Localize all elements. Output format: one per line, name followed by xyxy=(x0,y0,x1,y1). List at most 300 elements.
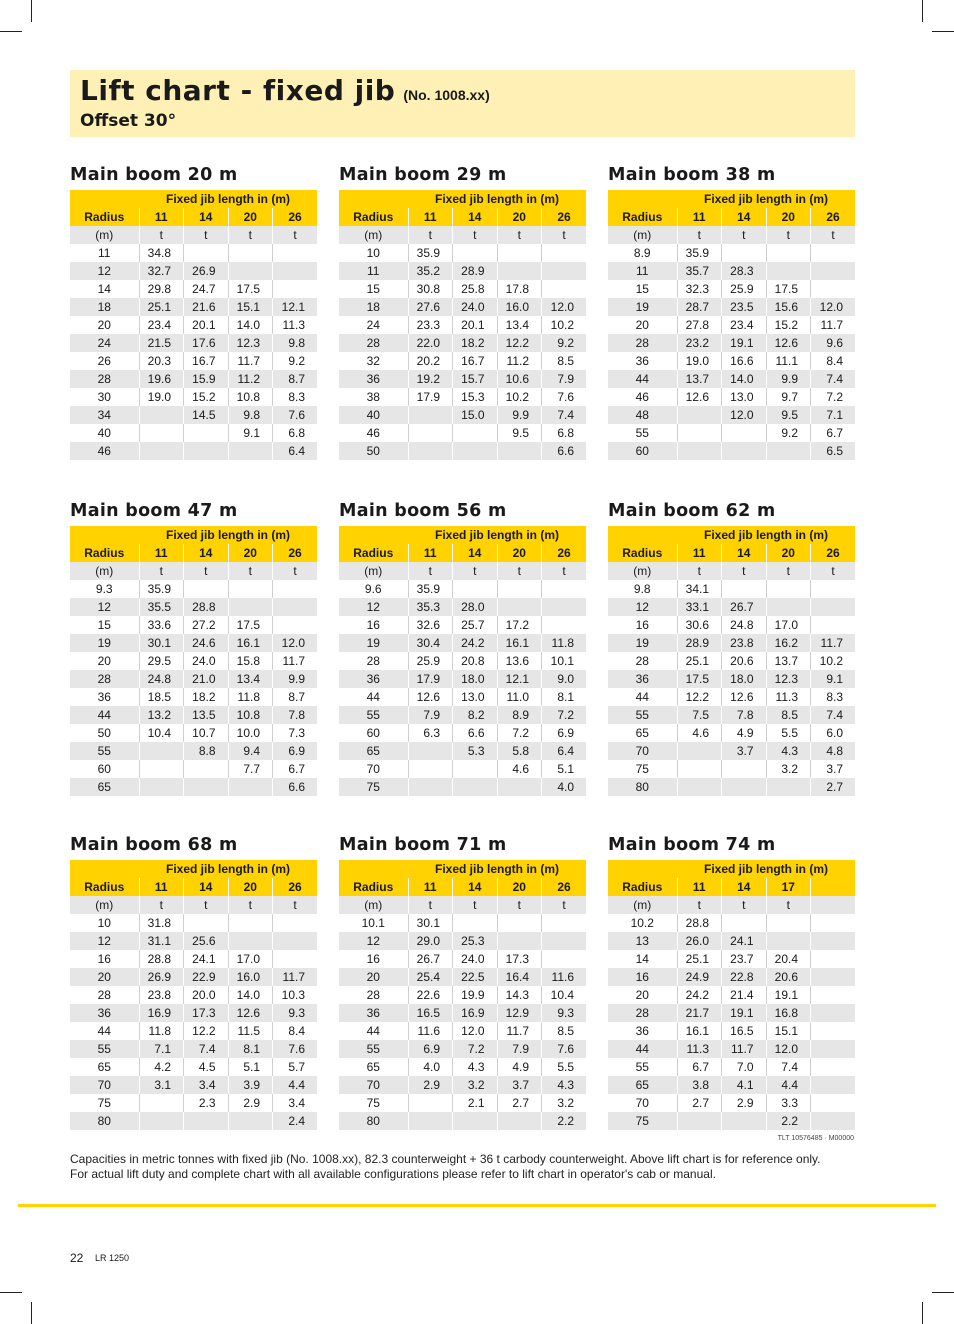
capacity-cell: 3.7 xyxy=(722,742,767,760)
jib-length-header: 11 xyxy=(677,878,722,896)
capacity-cell: 34.1 xyxy=(677,580,722,598)
capacity-cell: 35.3 xyxy=(408,598,453,616)
radius-cell: 44 xyxy=(339,688,408,706)
capacity-cell: 4.0 xyxy=(542,778,587,796)
radius-cell: 15 xyxy=(608,280,677,298)
capacity-cell xyxy=(766,932,811,950)
capacity-cell: 7.2 xyxy=(542,706,587,724)
capacity-cell: 12.6 xyxy=(766,334,811,352)
capacity-cell: 26.9 xyxy=(184,262,229,280)
radius-cell: 55 xyxy=(608,706,677,724)
capacity-cell: 7.4 xyxy=(811,706,856,724)
jib-length-header: 26 xyxy=(542,878,587,896)
radius-cell: 19 xyxy=(339,634,408,652)
units-row xyxy=(70,562,317,580)
capacity-cell xyxy=(408,778,453,796)
capacity-cell: 12.2 xyxy=(677,688,722,706)
table-row xyxy=(70,760,317,778)
capacity-cell xyxy=(273,580,318,598)
radius-cell: 11 xyxy=(339,262,408,280)
capacity-cell: 28.9 xyxy=(677,634,722,652)
capacity-cell xyxy=(811,986,856,1004)
capacity-cell: 11.7 xyxy=(273,652,318,670)
capacity-cell: 23.4 xyxy=(722,316,767,334)
capacity-cell: 7.6 xyxy=(273,1040,318,1058)
crop-mark xyxy=(922,0,923,22)
header-spacer xyxy=(70,190,139,208)
table-row xyxy=(339,932,586,950)
load-unit: t xyxy=(273,226,318,244)
capacity-cell: 23.7 xyxy=(722,950,767,968)
capacity-cell: 10.4 xyxy=(542,986,587,1004)
lift-table xyxy=(339,526,586,796)
table-header-row xyxy=(339,860,586,878)
load-unit: t xyxy=(228,562,273,580)
capacity-cell: 8.5 xyxy=(766,706,811,724)
capacity-cell: 7.4 xyxy=(542,406,587,424)
table-row xyxy=(70,688,317,706)
capacity-cell xyxy=(408,742,453,760)
units-row xyxy=(70,896,317,914)
capacity-cell: 7.3 xyxy=(273,724,318,742)
capacity-cell: 15.3 xyxy=(453,388,498,406)
capacity-cell xyxy=(542,280,587,298)
lift-table-block xyxy=(608,160,855,460)
capacity-cell: 5.1 xyxy=(228,1058,273,1076)
header-spacer xyxy=(339,526,408,544)
capacity-cell: 6.7 xyxy=(677,1058,722,1076)
jib-length-header: 26 xyxy=(273,878,318,896)
capacity-cell xyxy=(542,616,587,634)
title-main: Lift chart - fixed jib xyxy=(80,74,396,107)
capacity-cell: 30.8 xyxy=(408,280,453,298)
capacity-cell: 24.0 xyxy=(453,950,498,968)
table-header-row xyxy=(70,544,317,562)
capacity-cell: 20.0 xyxy=(184,986,229,1004)
load-unit xyxy=(811,896,856,914)
capacity-cell xyxy=(677,442,722,460)
capacity-cell: 30.1 xyxy=(408,914,453,932)
table-row xyxy=(70,424,317,442)
jib-length-group-header: Fixed jib length in (m) xyxy=(408,526,586,544)
capacity-cell: 6.4 xyxy=(273,442,318,460)
radius-cell: 8.9 xyxy=(608,244,677,262)
capacity-cell: 35.9 xyxy=(139,580,184,598)
jib-length-header: 14 xyxy=(453,878,498,896)
crop-mark xyxy=(0,31,22,32)
table-row xyxy=(339,634,586,652)
page-subtitle: Offset 30° xyxy=(80,111,177,131)
table-title: Main boom 71 m xyxy=(339,835,507,855)
radius-cell: 55 xyxy=(70,1040,139,1058)
capacity-cell: 20.8 xyxy=(453,652,498,670)
capacity-cell xyxy=(228,1112,273,1130)
capacity-cell xyxy=(811,244,856,262)
capacity-cell: 9.8 xyxy=(228,406,273,424)
capacity-cell xyxy=(184,778,229,796)
capacity-cell: 9.1 xyxy=(228,424,273,442)
radius-cell: 70 xyxy=(608,742,677,760)
jib-length-group-header: Fixed jib length in (m) xyxy=(408,860,586,878)
capacity-cell: 2.7 xyxy=(497,1094,542,1112)
capacity-cell: 25.7 xyxy=(453,616,498,634)
table-row xyxy=(70,442,317,460)
capacity-cell: 12.1 xyxy=(497,670,542,688)
capacity-cell: 15.7 xyxy=(453,370,498,388)
jib-length-header: 11 xyxy=(139,544,184,562)
capacity-cell xyxy=(497,580,542,598)
capacity-cell: 23.5 xyxy=(722,298,767,316)
capacity-cell: 32.6 xyxy=(408,616,453,634)
jib-length-header: 14 xyxy=(453,544,498,562)
capacity-cell: 19.1 xyxy=(766,986,811,1004)
table-row xyxy=(608,616,855,634)
capacity-cell: 6.9 xyxy=(542,724,587,742)
capacity-cell: 8.7 xyxy=(273,688,318,706)
table-row xyxy=(70,316,317,334)
jib-length-header: 14 xyxy=(184,878,229,896)
table-row xyxy=(70,244,317,262)
radius-cell: 38 xyxy=(339,388,408,406)
capacity-cell: 29.5 xyxy=(139,652,184,670)
capacity-cell xyxy=(184,442,229,460)
capacity-cell xyxy=(497,262,542,280)
jib-length-group-header: Fixed jib length in (m) xyxy=(139,860,317,878)
capacity-cell: 8.4 xyxy=(273,1022,318,1040)
table-row xyxy=(70,280,317,298)
capacity-cell: 11.3 xyxy=(677,1040,722,1058)
radius-cell: 46 xyxy=(70,442,139,460)
capacity-cell xyxy=(766,778,811,796)
capacity-cell: 20.1 xyxy=(184,316,229,334)
table-row xyxy=(70,352,317,370)
capacity-cell: 23.4 xyxy=(139,316,184,334)
capacity-cell xyxy=(408,760,453,778)
capacity-cell: 14.5 xyxy=(184,406,229,424)
capacity-cell: 17.6 xyxy=(184,334,229,352)
capacity-cell: 10.2 xyxy=(811,652,856,670)
table-row xyxy=(339,244,586,262)
capacity-cell: 20.6 xyxy=(766,968,811,986)
capacity-cell: 13.6 xyxy=(497,652,542,670)
capacity-cell: 19.6 xyxy=(139,370,184,388)
capacity-cell: 17.3 xyxy=(184,1004,229,1022)
table-row xyxy=(70,634,317,652)
capacity-cell: 7.1 xyxy=(139,1040,184,1058)
table-row xyxy=(608,598,855,616)
capacity-cell xyxy=(677,742,722,760)
lift-table-block xyxy=(608,830,855,1130)
load-unit: t xyxy=(228,226,273,244)
capacity-cell: 3.2 xyxy=(453,1076,498,1094)
radius-cell: 10 xyxy=(70,914,139,932)
table-header-row xyxy=(339,544,586,562)
table-row xyxy=(339,742,586,760)
radius-cell: 44 xyxy=(608,1040,677,1058)
radius-cell: 70 xyxy=(70,1076,139,1094)
capacity-cell: 4.6 xyxy=(677,724,722,742)
capacity-cell: 12.0 xyxy=(273,634,318,652)
radius-cell: 60 xyxy=(70,760,139,778)
capacity-cell: 24.1 xyxy=(184,950,229,968)
capacity-cell: 20.6 xyxy=(722,652,767,670)
capacity-cell: 24.8 xyxy=(722,616,767,634)
header-spacer xyxy=(608,860,677,878)
capacity-cell: 24.8 xyxy=(139,670,184,688)
capacity-cell: 12.3 xyxy=(228,334,273,352)
table-row xyxy=(70,580,317,598)
table-row xyxy=(339,442,586,460)
radius-cell: 36 xyxy=(339,1004,408,1022)
radius-cell: 36 xyxy=(608,1022,677,1040)
capacity-cell: 9.4 xyxy=(228,742,273,760)
capacity-cell xyxy=(184,580,229,598)
jib-length-header: 26 xyxy=(542,208,587,226)
radius-cell: 12 xyxy=(70,932,139,950)
capacity-cell xyxy=(497,914,542,932)
radius-unit: (m) xyxy=(70,226,139,244)
radius-cell: 13 xyxy=(608,932,677,950)
capacity-cell: 25.9 xyxy=(722,280,767,298)
jib-length-header: 11 xyxy=(408,208,453,226)
capacity-cell xyxy=(766,442,811,460)
lift-table-block xyxy=(70,830,317,1130)
table-row xyxy=(608,634,855,652)
capacity-cell: 8.7 xyxy=(273,370,318,388)
lift-table xyxy=(70,190,317,460)
jib-length-group-header: Fixed jib length in (m) xyxy=(408,190,586,208)
capacity-cell: 14.0 xyxy=(228,316,273,334)
capacity-cell xyxy=(408,442,453,460)
header-spacer xyxy=(339,860,408,878)
capacity-cell xyxy=(811,598,856,616)
table-row xyxy=(339,986,586,1004)
load-unit: t xyxy=(497,562,542,580)
capacity-cell: 7.2 xyxy=(453,1040,498,1058)
capacity-cell: 9.2 xyxy=(542,334,587,352)
jib-length-header: 11 xyxy=(408,878,453,896)
load-unit: t xyxy=(453,226,498,244)
capacity-cell: 26.9 xyxy=(139,968,184,986)
table-row xyxy=(339,652,586,670)
capacity-cell xyxy=(542,932,587,950)
capacity-cell: 20.1 xyxy=(453,316,498,334)
capacity-cell: 9.7 xyxy=(766,388,811,406)
radius-cell: 12 xyxy=(339,598,408,616)
radius-cell: 12 xyxy=(70,598,139,616)
table-row xyxy=(608,760,855,778)
load-unit: t xyxy=(811,226,856,244)
capacity-cell: 17.5 xyxy=(228,616,273,634)
jib-length-header: 17 xyxy=(766,878,811,896)
capacity-cell: 6.6 xyxy=(542,442,587,460)
capacity-cell xyxy=(453,1112,498,1130)
table-row xyxy=(70,616,317,634)
capacity-cell: 13.0 xyxy=(453,688,498,706)
units-row xyxy=(70,226,317,244)
capacity-cell: 20.2 xyxy=(408,352,453,370)
table-row xyxy=(339,760,586,778)
radius-cell: 20 xyxy=(70,968,139,986)
jib-length-header: 20 xyxy=(228,544,273,562)
capacity-cell: 17.8 xyxy=(497,280,542,298)
table-row xyxy=(70,1094,317,1112)
radius-cell: 50 xyxy=(70,724,139,742)
capacity-cell: 4.5 xyxy=(184,1058,229,1076)
capacity-cell: 11.7 xyxy=(811,316,856,334)
capacity-cell: 7.4 xyxy=(766,1058,811,1076)
table-row xyxy=(608,688,855,706)
page-title xyxy=(80,74,490,107)
load-unit: t xyxy=(542,562,587,580)
capacity-cell: 26.7 xyxy=(722,598,767,616)
capacity-cell: 3.3 xyxy=(766,1094,811,1112)
footnote-line-2: For actual lift duty and complete chart with all available configurations please refer to lift chart in operator's cab or manual. xyxy=(70,1167,716,1181)
capacity-cell xyxy=(184,914,229,932)
table-title: Main boom 62 m xyxy=(608,501,776,521)
capacity-cell: 30.6 xyxy=(677,616,722,634)
radius-cell: 75 xyxy=(608,1112,677,1130)
capacity-cell: 2.9 xyxy=(722,1094,767,1112)
radius-cell: 65 xyxy=(70,1058,139,1076)
table-header-row xyxy=(608,526,855,544)
capacity-cell xyxy=(273,616,318,634)
capacity-cell xyxy=(228,580,273,598)
capacity-cell: 25.9 xyxy=(408,652,453,670)
load-unit: t xyxy=(408,226,453,244)
radius-cell: 28 xyxy=(70,370,139,388)
capacity-cell xyxy=(722,424,767,442)
capacity-cell: 6.9 xyxy=(273,742,318,760)
capacity-cell: 9.5 xyxy=(497,424,542,442)
table-header-row xyxy=(70,190,317,208)
capacity-cell: 7.1 xyxy=(811,406,856,424)
load-unit: t xyxy=(766,896,811,914)
lift-table xyxy=(70,526,317,796)
capacity-cell xyxy=(722,760,767,778)
capacity-cell xyxy=(542,598,587,616)
table-row xyxy=(608,262,855,280)
capacity-cell: 28.9 xyxy=(453,262,498,280)
table-title: Main boom 47 m xyxy=(70,501,238,521)
radius-unit: (m) xyxy=(70,896,139,914)
lift-table-block xyxy=(608,496,855,796)
table-row xyxy=(70,914,317,932)
capacity-cell xyxy=(766,598,811,616)
capacity-cell: 10.3 xyxy=(273,986,318,1004)
capacity-cell xyxy=(139,1094,184,1112)
capacity-cell: 11.6 xyxy=(408,1022,453,1040)
capacity-cell: 12.6 xyxy=(722,688,767,706)
table-row xyxy=(70,778,317,796)
page-number: 22 xyxy=(70,1251,84,1265)
lift-table xyxy=(608,526,855,796)
radius-unit: (m) xyxy=(608,226,677,244)
capacity-cell xyxy=(811,932,856,950)
table-row xyxy=(339,724,586,742)
capacity-cell: 11.2 xyxy=(497,352,542,370)
load-unit: t xyxy=(677,562,722,580)
table-row xyxy=(339,316,586,334)
radius-cell: 60 xyxy=(608,442,677,460)
table-title: Main boom 74 m xyxy=(608,835,776,855)
radius-cell: 20 xyxy=(339,968,408,986)
capacity-cell: 24.9 xyxy=(677,968,722,986)
capacity-cell xyxy=(811,968,856,986)
radius-cell: 75 xyxy=(70,1094,139,1112)
radius-cell: 16 xyxy=(339,950,408,968)
table-header-row xyxy=(608,208,855,226)
capacity-cell xyxy=(497,778,542,796)
table-row xyxy=(608,442,855,460)
capacity-cell xyxy=(677,424,722,442)
capacity-cell: 12.0 xyxy=(542,298,587,316)
table-row xyxy=(339,262,586,280)
capacity-cell: 3.2 xyxy=(766,760,811,778)
capacity-cell xyxy=(811,914,856,932)
capacity-cell xyxy=(139,442,184,460)
capacity-cell xyxy=(228,932,273,950)
load-unit: t xyxy=(722,226,767,244)
capacity-cell: 11.3 xyxy=(273,316,318,334)
capacity-cell: 22.8 xyxy=(722,968,767,986)
jib-length-group-header: Fixed jib length in (m) xyxy=(677,860,855,878)
table-row xyxy=(608,742,855,760)
capacity-cell xyxy=(542,914,587,932)
capacity-cell: 8.4 xyxy=(811,352,856,370)
jib-length-group-header: Fixed jib length in (m) xyxy=(677,526,855,544)
table-row xyxy=(608,932,855,950)
radius-cell: 10.1 xyxy=(339,914,408,932)
capacity-cell: 18.0 xyxy=(722,670,767,688)
table-row xyxy=(70,950,317,968)
jib-length-header: 26 xyxy=(273,208,318,226)
capacity-cell: 3.7 xyxy=(497,1076,542,1094)
radius-cell: 16 xyxy=(70,950,139,968)
lift-table xyxy=(608,190,855,460)
table-row xyxy=(70,1022,317,1040)
radius-cell: 30 xyxy=(70,388,139,406)
capacity-cell xyxy=(408,1112,453,1130)
capacity-cell: 16.4 xyxy=(497,968,542,986)
capacity-cell: 10.2 xyxy=(497,388,542,406)
radius-cell: 65 xyxy=(339,1058,408,1076)
capacity-cell: 31.8 xyxy=(139,914,184,932)
table-row xyxy=(339,370,586,388)
capacity-cell: 6.0 xyxy=(811,724,856,742)
table-header-row xyxy=(70,878,317,896)
capacity-cell xyxy=(722,442,767,460)
radius-cell: 36 xyxy=(70,1004,139,1022)
load-unit: t xyxy=(408,896,453,914)
radius-cell: 34 xyxy=(70,406,139,424)
radius-cell: 28 xyxy=(608,652,677,670)
load-unit: t xyxy=(184,896,229,914)
load-unit: t xyxy=(273,562,318,580)
radius-cell: 80 xyxy=(339,1112,408,1130)
jib-length-group-header: Fixed jib length in (m) xyxy=(677,190,855,208)
capacity-cell: 24.7 xyxy=(184,280,229,298)
table-row xyxy=(608,968,855,986)
capacity-cell: 8.3 xyxy=(811,688,856,706)
crop-mark xyxy=(932,1292,954,1293)
table-row xyxy=(70,334,317,352)
jib-length-header: 14 xyxy=(184,544,229,562)
capacity-cell: 11.7 xyxy=(228,352,273,370)
radius-unit: (m) xyxy=(339,226,408,244)
capacity-cell: 8.5 xyxy=(542,352,587,370)
capacity-cell: 21.0 xyxy=(184,670,229,688)
